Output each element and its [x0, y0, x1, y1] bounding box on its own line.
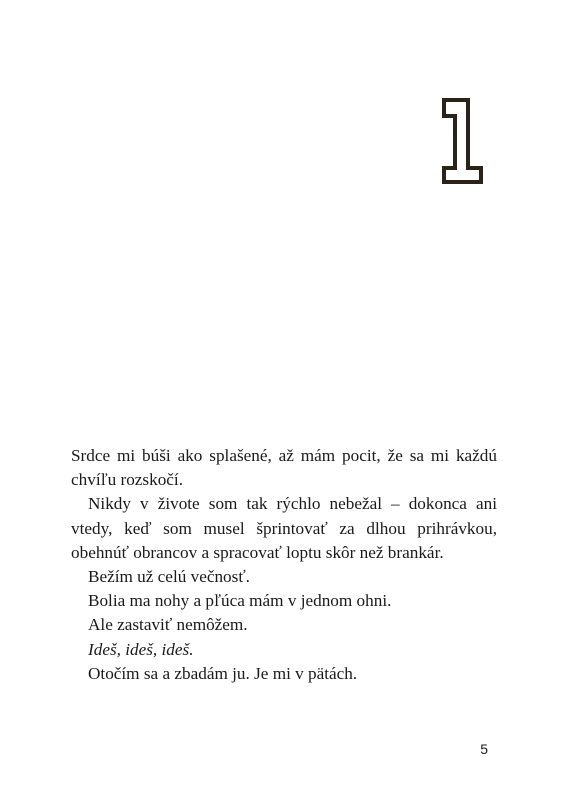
paragraph: Bolia ma nohy a pľúca mám v jednom ohni.: [88, 591, 392, 611]
page-number: 5: [480, 741, 488, 757]
paragraph-italic: Ideš, ideš, ideš.: [88, 639, 194, 659]
paragraph: Bežím už celú večnosť.: [88, 567, 250, 587]
paragraph: Srdce mi búši ako splašené, až mám pocit, že sa mi každú chvíľu rozskočí.: [71, 446, 497, 490]
paragraph: Nikdy v živote som tak rýchlo nebežal – dokonca ani vtedy, keď som musel šprintovať za dlhou prihrávkou, obehnúť obrancov a spracovať loptu skôr než brankár.: [71, 494, 497, 562]
paragraph: Ale zastaviť nemôžem.: [88, 615, 248, 635]
chapter-body-text: [71, 444, 497, 686]
paragraph: Otočím sa a zbadám ju. Je mi v pätách.: [88, 663, 358, 683]
chapter-number-one-glyph: [441, 98, 485, 184]
chapter-number: [441, 98, 485, 184]
